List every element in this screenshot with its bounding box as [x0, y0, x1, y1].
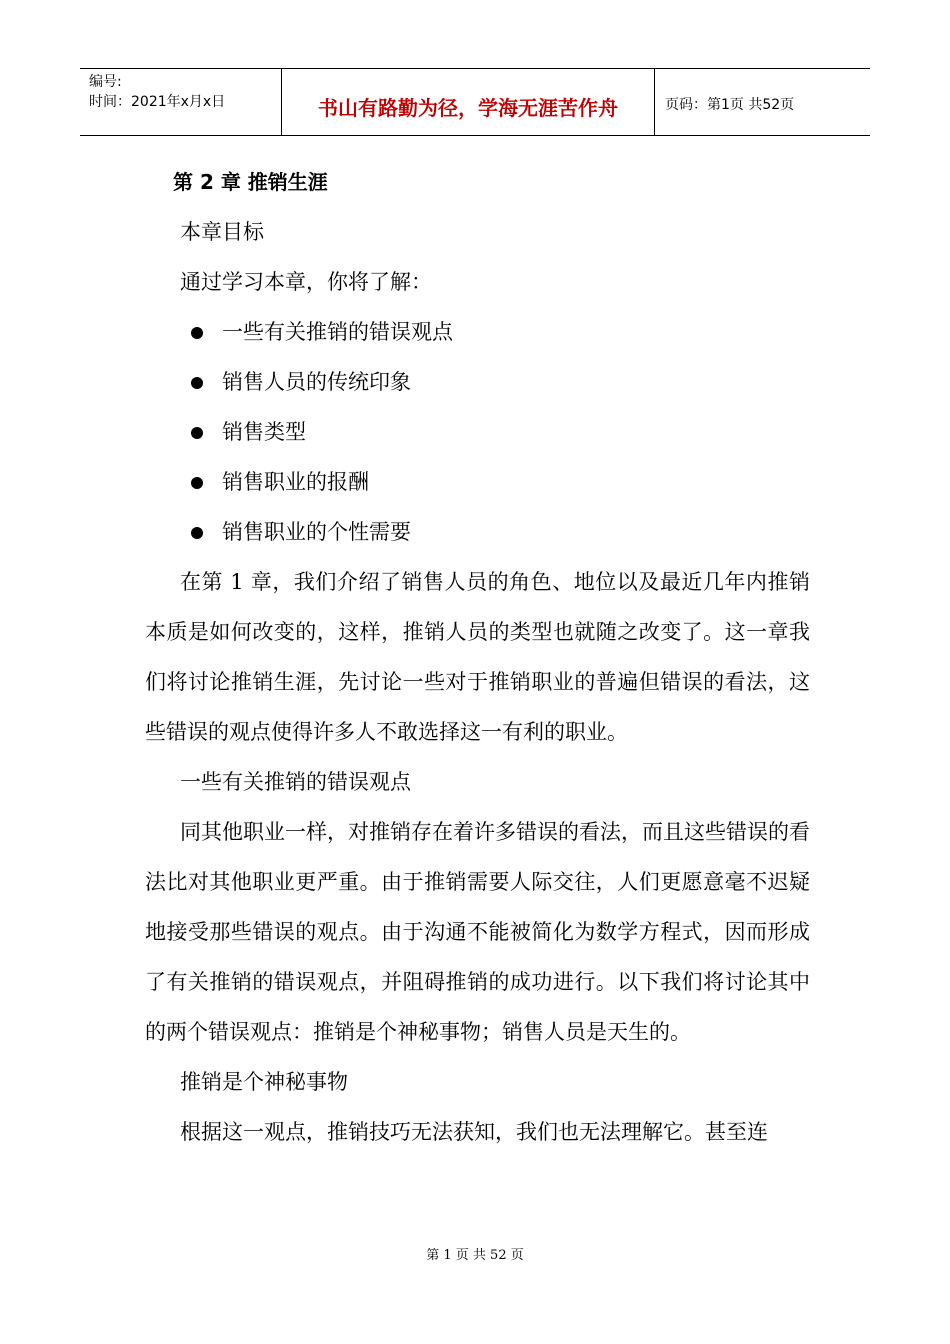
list-item [145, 407, 810, 457]
bullet-icon [191, 377, 203, 389]
header-page-cell [655, 69, 870, 135]
list-item-text: 销售职业的报酬 [222, 470, 369, 494]
doc-code-label: 编号: [89, 74, 122, 90]
page-footer: 第 1 页 共 52 页 [426, 1248, 524, 1263]
objectives-list [145, 307, 810, 557]
page-header [80, 68, 870, 136]
list-item [145, 457, 810, 507]
header-motto: 书山有路勤为径，学海无涯苦作舟 [318, 96, 618, 120]
section-heading-mystery: 推销是个神秘事物 [180, 1070, 348, 1094]
paragraph-misconceptions: 同其他职业一样，对推销存在着许多错误的看法，而且这些错误的看法比对其他职业更严重。由于推销需要人际交往，人们更愿意毫不迟疑地接受那些错误的观点。由于沟通不能被简化为数学方程式，因而形成了有关推销的错误观点，并阻碍推销的成功进行。以下我们将讨论其中的两个错误观点：推销是个神秘事物；销售人员是天生的。 [145, 820, 810, 1044]
paragraph-mystery: 根据这一观点，推销技巧无法获知，我们也无法理解它。甚至连 [180, 1120, 768, 1144]
header-info-cell [80, 69, 282, 135]
chapter-title: 第 2 章 推销生涯 [173, 170, 328, 194]
header-motto-cell [282, 69, 655, 135]
document-body [145, 158, 810, 1157]
section-heading-misconceptions: 一些有关推销的错误观点 [180, 770, 411, 794]
list-item [145, 357, 810, 407]
doc-date-label: 时间：2021年x月x日 [89, 94, 226, 110]
bullet-icon [191, 527, 203, 539]
objectives-heading: 本章目标 [180, 220, 264, 244]
list-item-text: 一些有关推销的错误观点 [222, 320, 453, 344]
bullet-icon [191, 327, 203, 339]
list-item-text: 销售职业的个性需要 [222, 520, 411, 544]
list-item-text: 销售类型 [222, 420, 306, 444]
header-page-info: 页码：第1页 共52页 [665, 97, 795, 113]
list-item [145, 307, 810, 357]
bullet-icon [191, 427, 203, 439]
bullet-icon [191, 477, 203, 489]
intro-text: 通过学习本章，你将了解： [180, 270, 432, 294]
paragraph-intro-chapter: 在第 1 章，我们介绍了销售人员的角色、地位以及最近几年内推销本质是如何改变的，这样，推销人员的类型也就随之改变了。这一章我们将讨论推销生涯，先讨论一些对于推销职业的普遍但错误的看法，这些错误的观点使得许多人不敢选择这一有利的职业。 [145, 570, 810, 744]
list-item [145, 507, 810, 557]
list-item-text: 销售人员的传统印象 [222, 370, 411, 394]
